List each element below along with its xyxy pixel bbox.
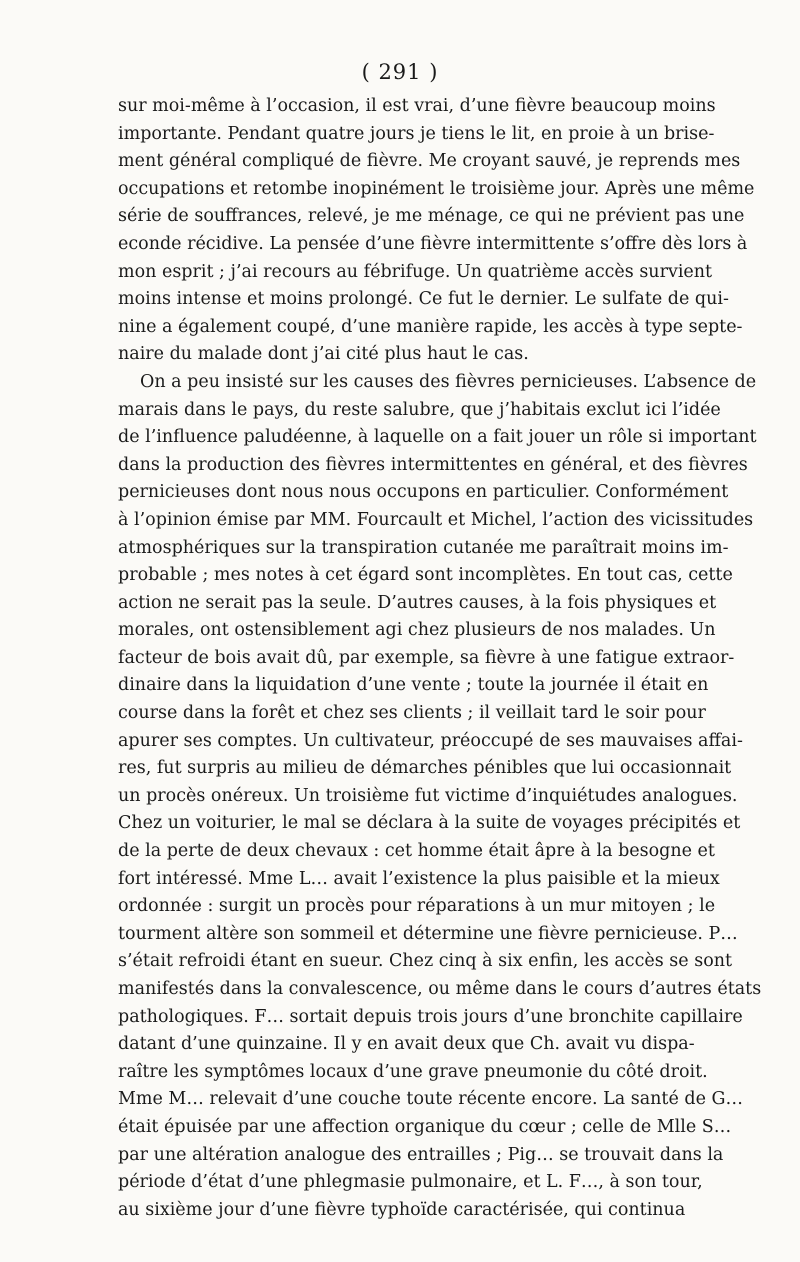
text-line: action ne serait pas la seule. D’autres causes, à la fois physiques et [118, 592, 717, 613]
text-line: res, fut surpris au milieu de démarches pénibles que lui occasionnait [118, 758, 732, 779]
page-number: ( 291 ) [361, 60, 439, 84]
text-line: atmosphériques sur la transpiration cutanée me paraîtrait moins im- [118, 537, 729, 558]
text-line: probable ; mes notes à cet égard sont incomplètes. En tout cas, cette [118, 565, 733, 586]
text-line: occupations et retombe inopinément le troisième jour. Après une même [118, 178, 755, 199]
text-line: pernicieuses dont nous nous occupons en particulier. Conformément [118, 482, 729, 503]
text-line: au sixième jour d’une fièvre typhoïde caractérisée, qui continua [118, 1199, 686, 1220]
text-line: importante. Pendant quatre jours je tiens le lit, en proie à un brise- [118, 123, 715, 144]
text-line: ordonnée : surgit un procès pour réparations à un mur mitoyen ; le [118, 896, 716, 917]
text-line: moins intense et moins prolongé. Ce fut le dernier. Le sulfate de qui- [118, 289, 729, 310]
text-line: facteur de bois avait dû, par exemple, sa fièvre à une fatigue extraor- [118, 647, 735, 668]
text-line: de l’influence paludéenne, à laquelle on a fait jouer un rôle si important [118, 427, 757, 448]
text-line: raître les symptômes locaux d’une grave pneumonie du côté droit. [118, 1061, 708, 1082]
text-line: série de souffrances, relevé, je me ménage, ce qui ne prévient pas une [118, 206, 745, 227]
body-text [118, 93, 762, 1224]
text-line: période d’état d’une phlegmasie pulmonaire, et L. F…, à son tour, [118, 1172, 703, 1193]
text-line: naire du malade dont j’ai cité plus haut le cas. [118, 344, 529, 365]
text-line: s’était refroidi étant en sueur. Chez cinq à six enfin, les accès se sont [118, 951, 733, 972]
text-line: était épuisée par une affection organique du cœur ; celle de Mlle S… [118, 1116, 732, 1137]
text-line: datant d’une quinzaine. Il y en avait deux que Ch. avait vu dispa- [118, 1034, 695, 1055]
text-line: ment général compliqué de fièvre. Me croyant sauvé, je reprends mes [118, 151, 741, 172]
text-line: morales, ont ostensiblement agi chez plusieurs de nos malades. Un [118, 620, 716, 641]
text-line: de la perte de deux chevaux : cet homme était âpre à la besogne et [118, 841, 715, 862]
text-line: fort intéressé. Mme L… avait l’existence la plus paisible et la mieux [118, 868, 720, 889]
text-line: mon esprit ; j’ai recours au fébrifuge. Un quatrième accès survient [118, 261, 713, 282]
text-line: dans la production des fièvres intermittentes en général, et des fièvres [118, 454, 748, 475]
text-line: à l’opinion émise par MM. Fourcault et Michel, l’action des vicissitudes [118, 509, 754, 530]
paragraph [118, 369, 762, 1224]
text-line: manifestés dans la convalescence, ou même dans le cours d’autres états [118, 979, 762, 999]
text-line: Chez un voiturier, le mal se déclara à la suite de voyages précipités et [118, 813, 741, 834]
text-line: pathologiques. F… sortait depuis trois jours d’une bronchite capillaire [118, 1006, 743, 1027]
text-line: par une altération analogue des entrailles ; Pig… se trouvait dans la [118, 1144, 724, 1165]
text-line: Mme M… relevait d’une couche toute récente encore. La santé de G… [118, 1089, 743, 1110]
text-line: marais dans le pays, du reste salubre, que j’habitais exclut ici l’idée [118, 399, 721, 420]
text-line: On a peu insisté sur les causes des fièvres pernicieuses. L’absence de [140, 371, 757, 392]
text-line: tourment altère son sommeil et détermine une fièvre pernicieuse. P… [118, 923, 738, 944]
text-line: nine a également coupé, d’une manière rapide, les accès à type septe- [118, 316, 743, 337]
text-line: econde récidive. La pensée d’une fièvre intermittente s’offre dès lors à [118, 233, 748, 254]
text-line: course dans la forêt et chez ses clients ; il veillait tard le soir pour [118, 703, 706, 724]
text-line: un procès onéreux. Un troisième fut victime d’inquiétudes analogues. [118, 785, 738, 806]
text-line: sur moi-même à l’occasion, il est vrai, d’une fièvre beaucoup moins [118, 96, 716, 116]
text-line: dinaire dans la liquidation d’une vente ; toute la journée il était en [118, 675, 709, 696]
paragraph [118, 93, 755, 369]
text-line: apurer ses comptes. Un cultivateur, préoccupé de ses mauvaises affai- [118, 730, 743, 751]
